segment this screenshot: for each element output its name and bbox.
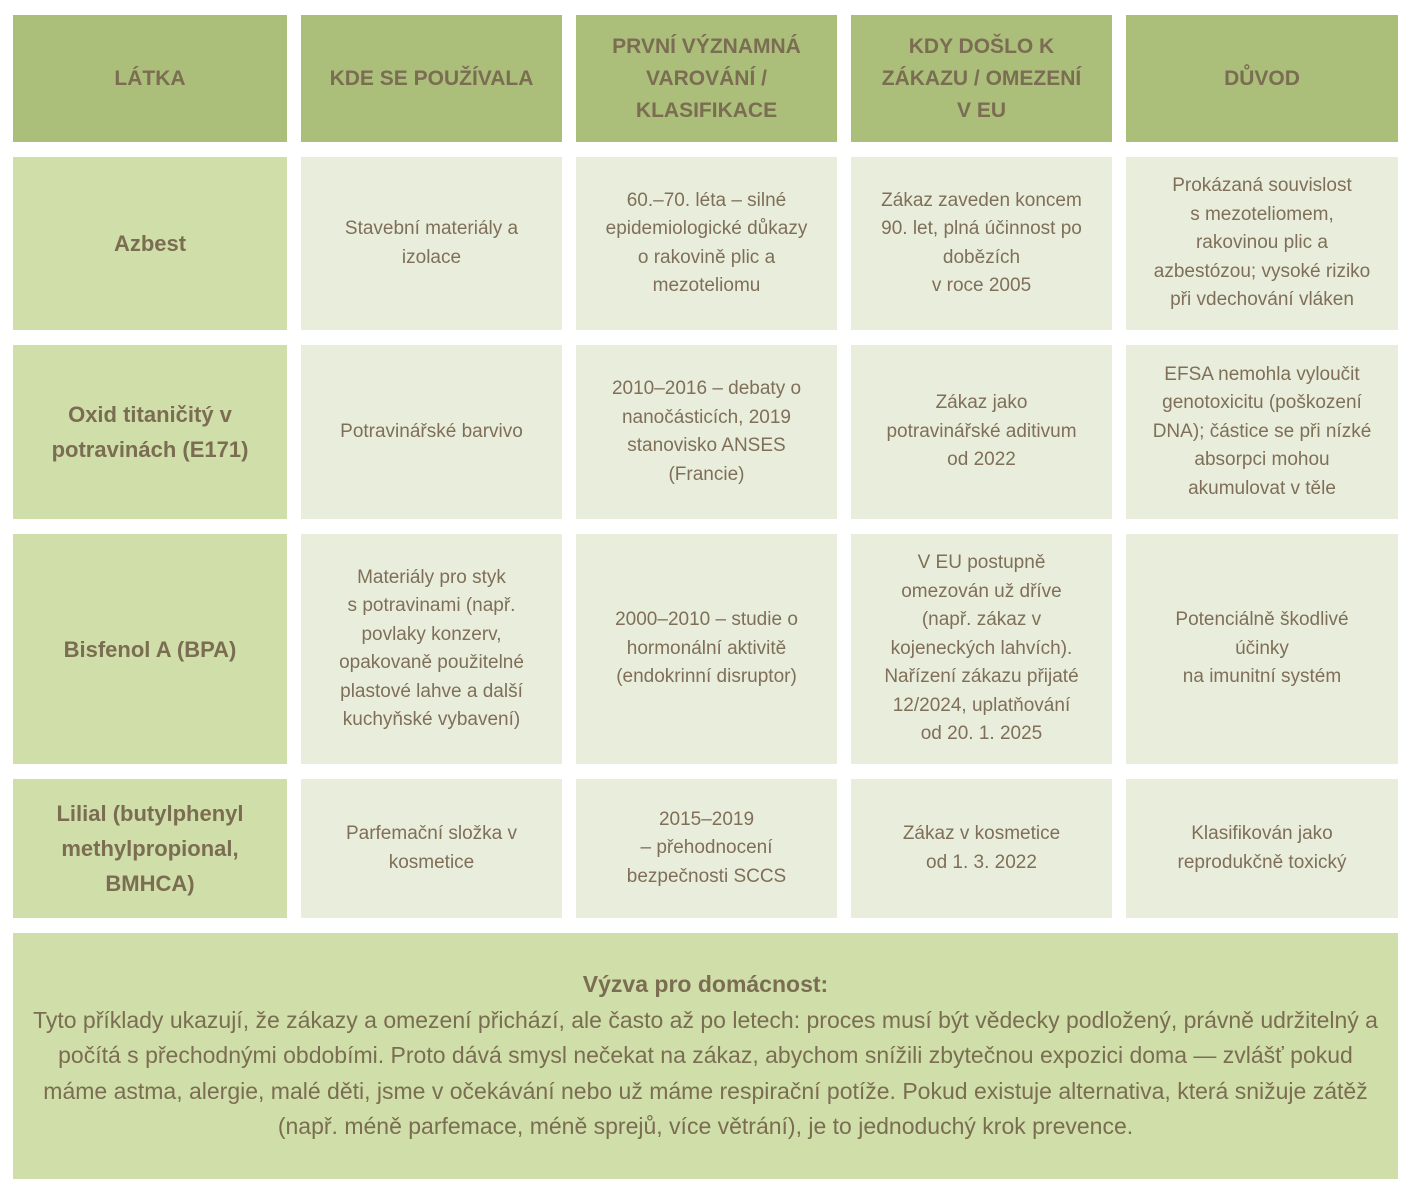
substance-name: Lilial (butylphenyl methylpropional, BMHCA) xyxy=(56,801,244,896)
row-usage-cell xyxy=(301,345,562,519)
row-ban-cell xyxy=(851,157,1112,330)
header-cell-warning xyxy=(576,15,837,142)
header-label: KDY DOŠLO K ZÁKAZU / OMEZENÍ V EU xyxy=(881,34,1082,122)
usage-text: Materiály pro styk s potravinami (např. povlaky konzerv, opakovaně použitelné plastové lahve a další kuchyňské vybavení) xyxy=(339,566,524,730)
header-label: KDE SE POUŽÍVALA xyxy=(329,66,534,90)
substance-name: Bisfenol A (BPA) xyxy=(63,636,237,662)
row-usage-cell xyxy=(301,779,562,918)
header-label: DŮVOD xyxy=(1224,66,1300,90)
header-cell-ban xyxy=(851,15,1112,142)
reason-text: Prokázaná souvislost s mezoteliomem, rakovinou plic a azbestózou; vysoké riziko při vdechování vláken xyxy=(1153,175,1371,311)
household-note-box xyxy=(13,933,1398,1179)
reason-text: Potenciálně škodlivé účinky na imunitní systém xyxy=(1175,609,1349,688)
warning-text: 2015–2019 – přehodnocení bezpečnosti SCCS xyxy=(626,808,787,887)
row-reason-cell xyxy=(1126,779,1398,918)
row-warning-cell xyxy=(576,534,837,764)
header-label: LÁTKA xyxy=(114,66,186,90)
header-cell-reason xyxy=(1126,15,1398,142)
usage-text: Parfemační složka v kosmetice xyxy=(345,823,518,873)
substance-name: Azbest xyxy=(113,231,187,256)
header-cell-usage xyxy=(301,15,562,142)
row-reason-cell xyxy=(1126,157,1398,330)
row-substance-cell xyxy=(13,345,287,519)
row-usage-cell xyxy=(301,157,562,330)
row-warning-cell xyxy=(576,157,837,330)
row-reason-cell xyxy=(1126,345,1398,519)
usage-text: Potravinářské barvivo xyxy=(340,420,523,442)
row-substance-cell xyxy=(13,157,287,330)
warning-text: 60.–70. léta – silné epidemiologické důkazy o rakovině plic a mezoteliomu xyxy=(605,189,808,296)
ban-text: V EU postupně omezován už dříve (např. zákaz v kojeneckých lahvích). Nařízení zákazu přijaté 12/2024, uplatňování od 20. 1. 2025 xyxy=(884,552,1079,745)
ban-text: Zákaz zaveden koncem 90. let, plná účinnost po dobězích v roce 2005 xyxy=(881,189,1082,296)
ban-text: Zákaz jako potravinářské aditivum od 2022 xyxy=(886,392,1077,471)
reason-text: Klasifikován jako reprodukčně toxický xyxy=(1177,823,1347,873)
usage-text: Stavební materiály a izolace xyxy=(344,218,519,268)
note-text: Tyto příklady ukazují, že zákazy a omezení přichází, ale často až po letech: proces musí být vědecky podložený, právně udržitelný a počítá s přechodnými obdobími. Proto dává smysl nečekat na zákaz, abychom snížili zbytečnou expozici doma — zvlášť pokud máme astma, alergie, malé děti, jsme v očekávání nebo už máme respirační potíže. Pokud existuje alternativa, která snižuje zátěž (např. méně parfemace, méně sprejů, více větrání), je to jednoduchý krok prevence. xyxy=(33,1006,1378,1140)
row-substance-cell xyxy=(13,779,287,918)
row-warning-cell xyxy=(576,779,837,918)
note-title: Výzva pro domácnost: xyxy=(582,971,829,998)
ban-text: Zákaz v kosmetice od 1. 3. 2022 xyxy=(902,823,1061,873)
row-ban-cell xyxy=(851,534,1112,764)
header-label: PRVNÍ VÝZNAMNÁ VAROVÁNÍ / KLASIFIKACE xyxy=(612,34,801,122)
warning-text: 2010–2016 – debaty o nanočásticích, 2019 stanovisko ANSES (Francie) xyxy=(611,378,802,485)
row-substance-cell xyxy=(13,534,287,764)
row-ban-cell xyxy=(851,345,1112,519)
row-ban-cell xyxy=(851,779,1112,918)
header-cell-substance xyxy=(13,15,287,142)
reason-text: EFSA nemohla vyloučit genotoxicitu (poškození DNA); částice se při nízké absorpci mohou akumulovat v těle xyxy=(1152,363,1372,499)
row-reason-cell xyxy=(1126,534,1398,764)
row-warning-cell xyxy=(576,345,837,519)
row-usage-cell xyxy=(301,534,562,764)
substance-name: Oxid titaničitý v potravinách (E171) xyxy=(51,402,249,462)
warning-text: 2000–2010 – studie o hormonální aktivitě (endokrinní disruptor) xyxy=(615,609,798,688)
